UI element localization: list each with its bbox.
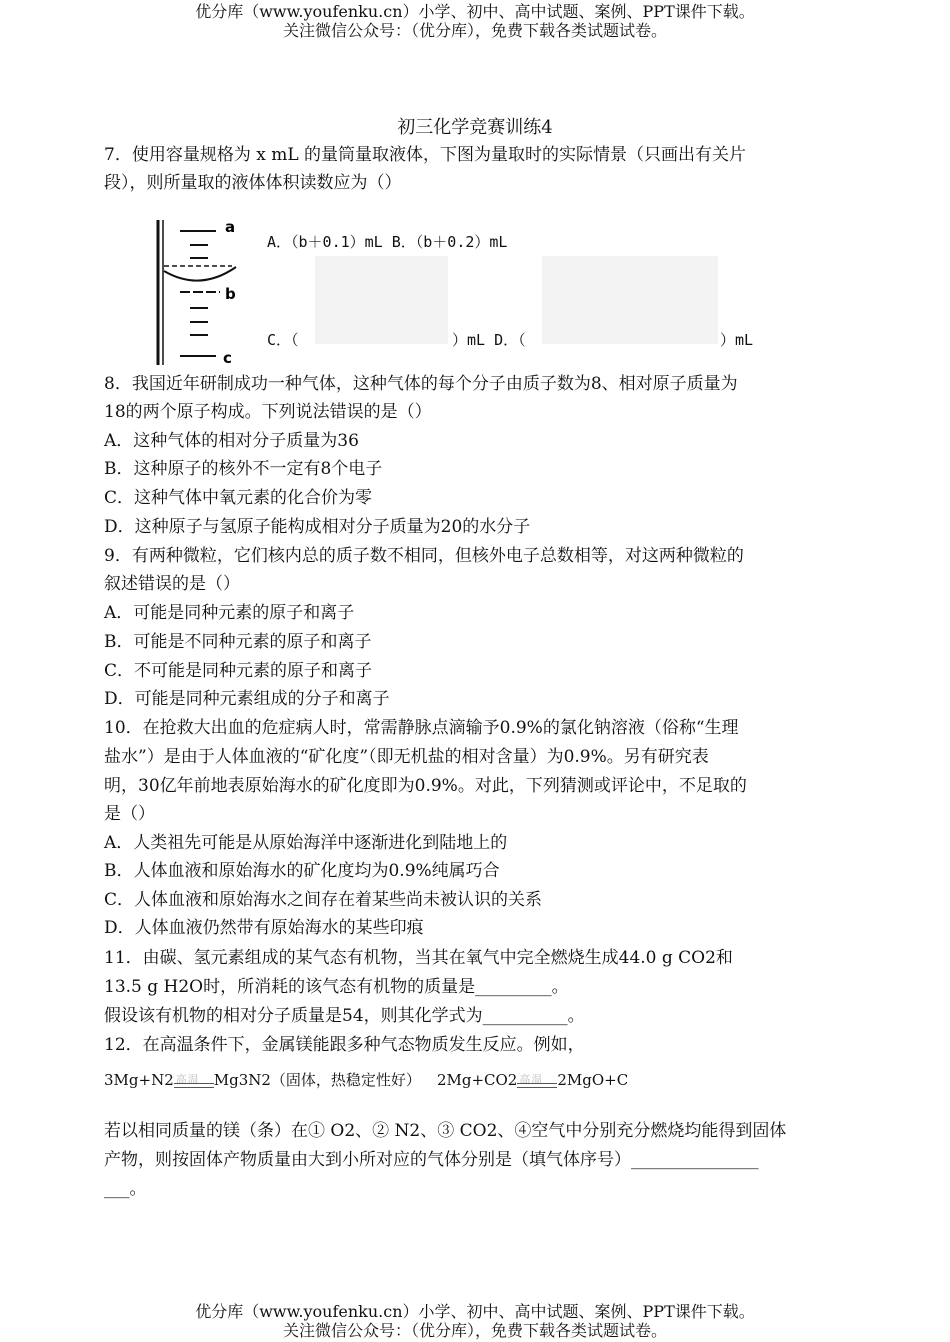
- q10-line-1: 10．在抢救大出血的危症病人时，常需静脉点滴输予0.9%的氯化钠溶液（俗称“生理: [104, 718, 739, 738]
- q12-equations: [104, 1068, 628, 1092]
- q8-option-d: D．这种原子与氢原子能构成相对分子质量为20的水分子: [104, 517, 531, 537]
- q7-option-d-blurred: [542, 256, 718, 344]
- q11-line-1: 11．由碳、氢元素组成的某气态有机物，当其在氧气中完全燃烧生成44.0 g CO2和: [104, 948, 733, 968]
- q7-option-c-end: ）mL D．（: [452, 331, 526, 349]
- figure-label-a: a: [225, 218, 236, 236]
- figure-label-c: c: [223, 349, 232, 367]
- header-line-2: 关注微信公众号：（优分库），免费下载各类试题试卷。: [282, 21, 667, 40]
- eq1-condition: [174, 1070, 214, 1092]
- q10-option-d: D．人体血液仍然带有原始海水的某些印痕: [104, 918, 424, 938]
- q7-option-d-end: ）mL: [720, 331, 754, 349]
- q10-option-b: B．人体血液和原始海水的矿化度均为0.9%纯属巧合: [104, 861, 500, 881]
- eq2-condition-label: 高温: [519, 1073, 544, 1086]
- q10-option-c: C．人体血液和原始海水之间存在着某些尚未被认识的关系: [104, 890, 543, 910]
- q12-line-4: ___。: [104, 1179, 147, 1199]
- q10-line-2: 盐水”）是由于人体血液的“矿化度”（即无机盐的相对含量）为0.9%。另有研究表: [104, 747, 709, 767]
- q8-line-1: 8．我国近年研制成功一种气体，这种气体的每个分子由质子数为8、相对原子质量为: [104, 374, 738, 394]
- footer-line-2: 关注微信公众号：（优分库），免费下载各类试题试卷。: [282, 1321, 667, 1340]
- q7-line-2: 段），则所量取的液体体积读数应为（）: [104, 173, 402, 193]
- graduated-cylinder-figure: [150, 215, 250, 367]
- q12-line-2: 若以相同质量的镁（条）在① O2、② N2、③ CO2、④空气中分别充分燃烧均能得到固体: [104, 1121, 787, 1141]
- q11-line-2: 13.5 g H2O时，所消耗的该气态有机物的质量是_________。: [104, 977, 569, 997]
- q7-line-1: 7．使用容量规格为 x mL 的量筒量取液体，下图为量取时的实际情景（只画出有关片: [104, 145, 747, 165]
- eq1-left: 3Mg+N2: [104, 1071, 174, 1089]
- q9-option-b: B．可能是不同种元素的原子和离子: [104, 632, 372, 652]
- q11-line-3: 假设该有机物的相对分子质量是54，则其化学式为__________。: [104, 1006, 585, 1026]
- q7-option-c-blurred: [315, 256, 448, 344]
- eq1-right: Mg3N2（固体，热稳定性好）: [213, 1071, 421, 1089]
- q9-option-a: A．可能是同种元素的原子和离子: [104, 603, 355, 623]
- q8-option-c: C．这种气体中氧元素的化合价为零: [104, 488, 373, 508]
- page-title: 初三化学竞赛训练4: [397, 117, 553, 138]
- q7-option-c-start: C．（: [267, 331, 299, 349]
- q12-line-3: 产物，则按固体产物质量由大到小所对应的气体分别是（填气体序号）_______________: [104, 1150, 759, 1170]
- q10-line-3: 明，30亿年前地表原始海水的矿化度即为0.9%。对此，下列猜测或评论中，不足取的: [104, 776, 747, 796]
- q8-option-a: A．这种气体的相对分子质量为36: [104, 431, 359, 451]
- q8-option-b: B．这种原子的核外不一定有8个电子: [104, 459, 383, 479]
- q7-options-ab: A．（b＋0.1）mL B．（b＋0.2）mL: [267, 233, 508, 251]
- eq2-right: 2MgO+C: [557, 1071, 629, 1089]
- eq2-left: 2Mg+CO2: [436, 1071, 518, 1089]
- q9-line-2: 叙述错误的是（）: [104, 574, 240, 594]
- q10-option-a: A．人类祖先可能是从原始海洋中逐渐进化到陆地上的: [104, 833, 508, 853]
- q12-line-1: 12．在高温条件下，金属镁能跟多种气态物质发生反应。例如，: [104, 1035, 585, 1055]
- q10-line-4: 是（）: [104, 804, 155, 824]
- q9-line-1: 9．有两种微粒，它们核内总的质子数不相同，但核外电子总数相等，对这两种微粒的: [104, 546, 744, 566]
- eq1-condition-label: 高温: [175, 1073, 200, 1086]
- footer-line-1: 优分库（www.youfenku.cn）小学、初中、高中试题、案例、PPT课件下载。: [195, 1302, 755, 1321]
- q8-line-2: 18的两个原子构成。下列说法错误的是（）: [104, 402, 432, 422]
- eq2-condition: [517, 1070, 557, 1092]
- figure-label-b: b: [225, 285, 236, 303]
- q9-option-d: D．可能是同种元素组成的分子和离子: [104, 689, 390, 709]
- q9-option-c: C．不可能是同种元素的原子和离子: [104, 661, 373, 681]
- header-line-1: 优分库（www.youfenku.cn）小学、初中、高中试题、案例、PPT课件下载。: [195, 2, 755, 21]
